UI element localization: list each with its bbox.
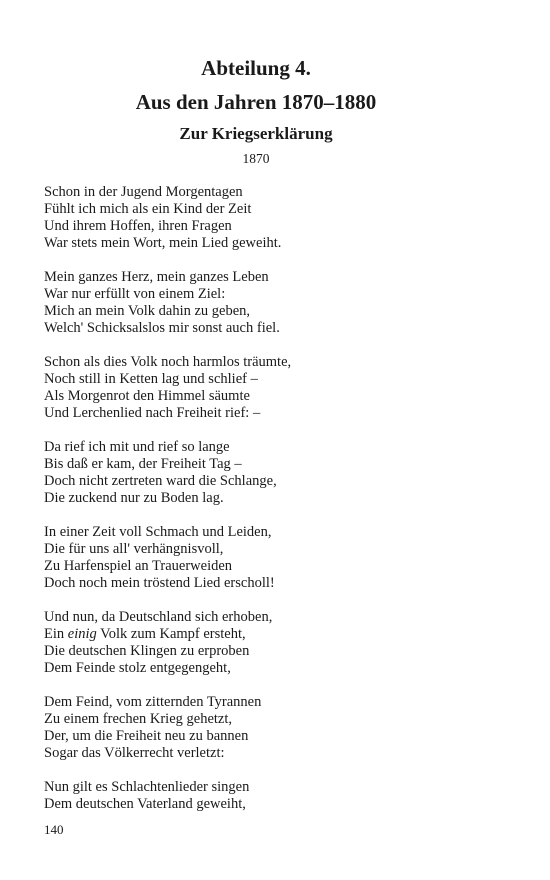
poem-line: Schon in der Jugend Morgentagen [44, 184, 243, 200]
poem-title: Zur Kriegserklärung [179, 124, 333, 143]
poem-line: Schon als dies Volk noch harmlos träumte, [44, 354, 292, 370]
poem-line: Noch still in Ketten lag und schlief – [44, 371, 258, 387]
poem-line: Doch noch mein tröstend Lied erscholl! [44, 575, 275, 591]
stanza [44, 694, 504, 762]
poem-line: Dem deutschen Vaterland geweiht, [44, 796, 246, 812]
poem-line: Doch nicht zertreten ward die Schlange, [44, 473, 277, 489]
poem-line: Zu Harfenspiel an Trauerweiden [44, 558, 233, 574]
poem-line: Und ihrem Hoffen, ihren Fragen [44, 218, 232, 234]
stanza [44, 609, 504, 677]
emphasized-word: einig [67, 626, 97, 642]
poem-line: Fühlt ich mich als ein Kind der Zeit [44, 201, 252, 217]
years-heading: Aus den Jahren 1870–1880 [135, 90, 377, 114]
poem-line: Bis daß er kam, der Freiheit Tag – [44, 456, 242, 472]
poem-line: Zu einem frechen Krieg gehetzt, [44, 711, 233, 727]
poem-line: In einer Zeit voll Schmach und Leiden, [44, 524, 272, 540]
stanza [44, 269, 504, 337]
section-heading: Abteilung 4. [201, 56, 311, 80]
poem-line: Welch' Schicksalslos mir sonst auch fiel. [44, 320, 280, 336]
poem-line: Und Lerchenlied nach Freiheit rief: – [44, 405, 261, 421]
poem-line: Mein ganzes Herz, mein ganzes Leben [44, 269, 269, 285]
poem-line: Mich an mein Volk dahin zu geben, [44, 303, 251, 319]
poem-line: Die für uns all' verhängnisvoll, [44, 541, 224, 557]
poem-line: Dem Feinde stolz entgegengeht, [44, 660, 231, 676]
stanza [44, 524, 504, 592]
poem-line: Da rief ich mit und rief so lange [44, 439, 230, 455]
poem-body [44, 184, 504, 830]
stanza [44, 439, 504, 507]
poem-line: Als Morgenrot den Himmel säumte [44, 388, 250, 404]
poem-line: War stets mein Wort, mein Lied geweiht. [44, 235, 282, 251]
poem-line: Die deutschen Klingen zu erproben [44, 643, 250, 659]
poem-line: Ein einig Volk zum Kampf ersteht, [44, 626, 246, 642]
page-number: 140 [44, 822, 64, 837]
stanza [44, 184, 504, 252]
poem-line: Dem Feind, vom zitternden Tyrannen [44, 694, 262, 710]
poem-line: Und nun, da Deutschland sich erhoben, [44, 609, 273, 625]
stanza [44, 354, 504, 422]
poem-line: Der, um die Freiheit neu zu bannen [44, 728, 249, 744]
poem-year: 1870 [242, 151, 270, 166]
poem-line: Nun gilt es Schlachtenlieder singen [44, 779, 250, 795]
poem-line: War nur erfüllt von einem Ziel: [44, 286, 226, 302]
poem-line: Die zuckend nur zu Boden lag. [44, 490, 224, 506]
poem-line: Sogar das Völkerrecht verletzt: [44, 745, 225, 761]
stanza [44, 779, 504, 813]
